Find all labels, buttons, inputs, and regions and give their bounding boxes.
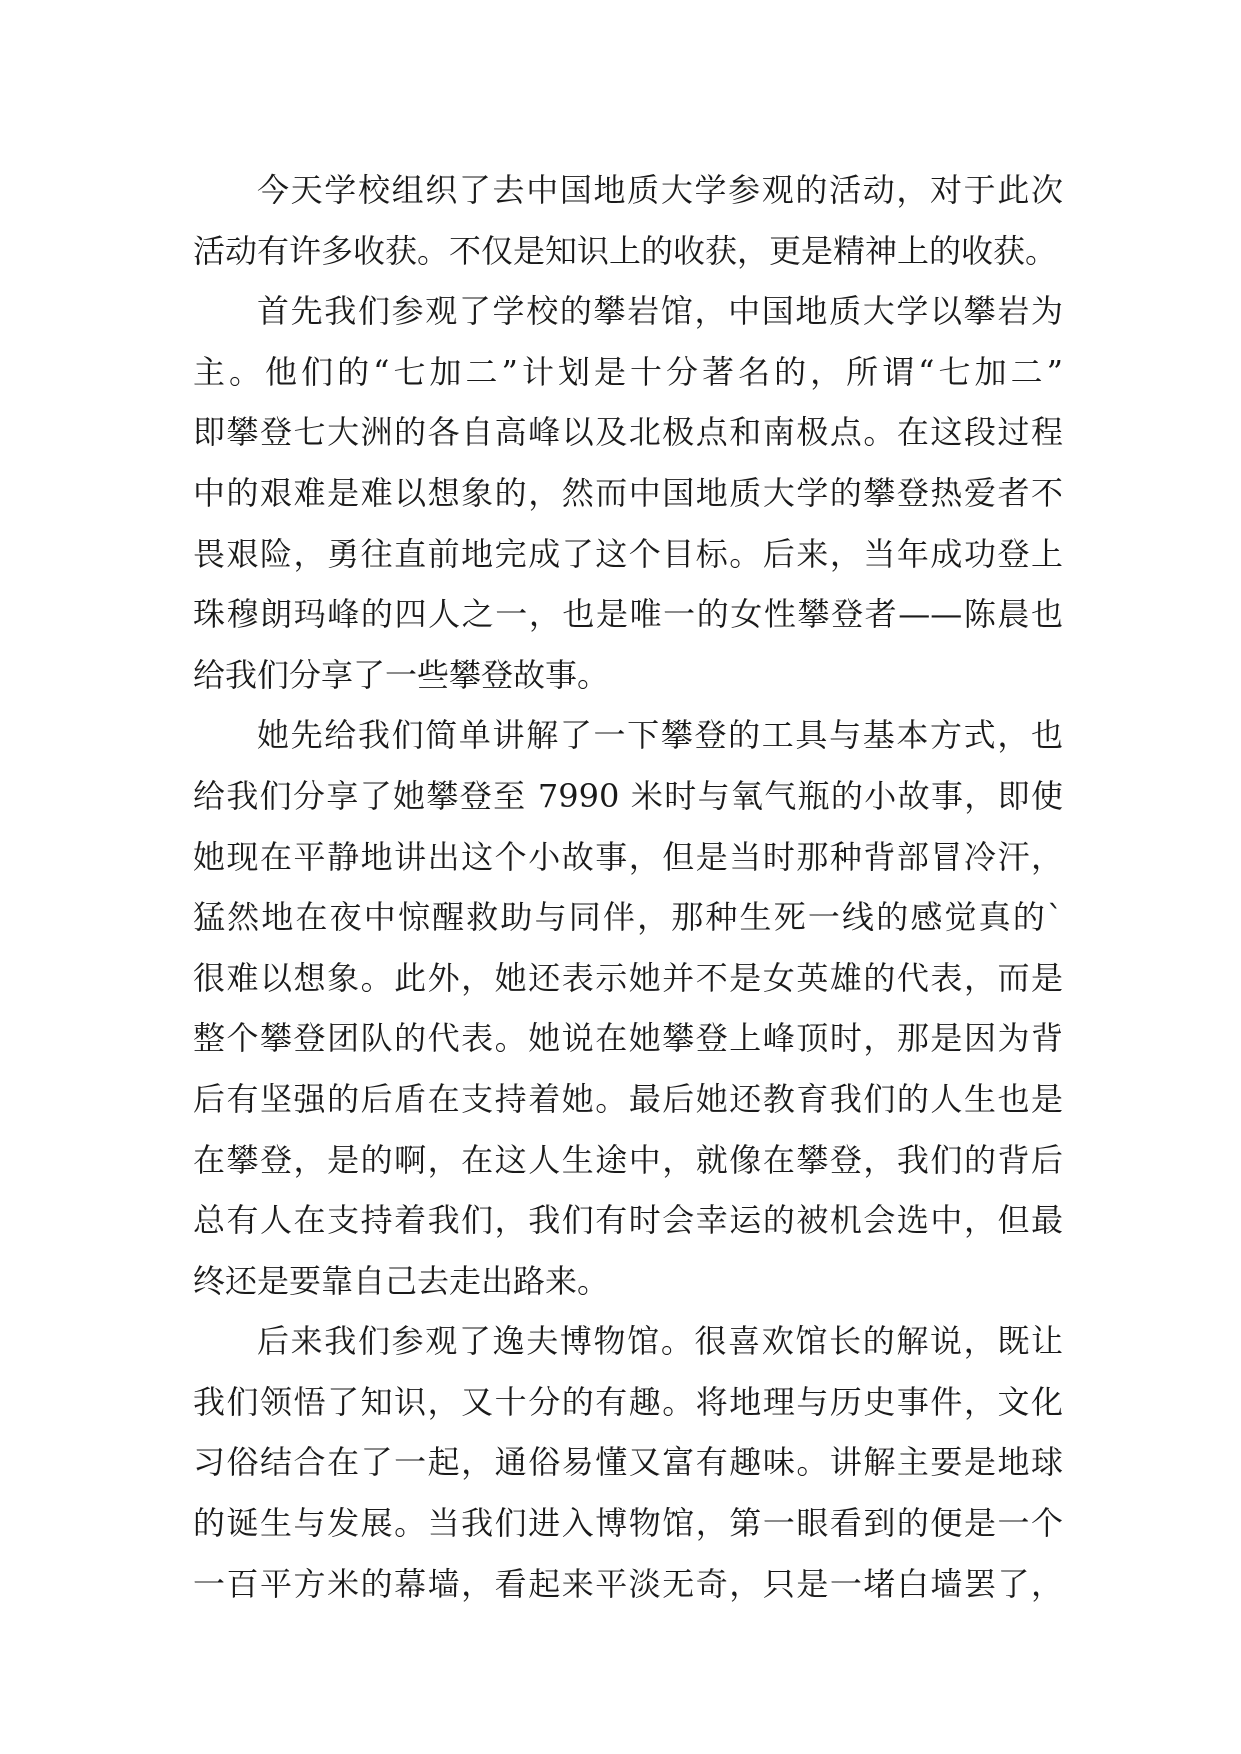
paragraph-4-line-1: 后来我们参观了逸夫博物馆。很喜欢馆长的解说，既让 (257, 1322, 1063, 1361)
paragraph-3-line-2: 给我们分享了她攀登至 7990 米时与氧气瓶的小故事，即使 (193, 776, 1063, 815)
paragraph-3-line-3: 她现在平静地讲出这个小故事，但是当时那种背部冒冷汗， (193, 837, 1063, 876)
paragraph-4-line-3: 习俗结合在了一起，通俗易懂又富有趣味。讲解主要是地球 (193, 1443, 1063, 1482)
paragraph-2-line-7: 给我们分享了一些攀登故事。 (193, 655, 610, 694)
paragraph-2-line-5: 畏艰险，勇往直前地完成了这个目标。后来，当年成功登上 (193, 534, 1063, 573)
paragraph-3-line-8: 在攀登，是的啊，在这人生途中，就像在攀登，我们的背后 (193, 1140, 1063, 1179)
paragraph-2-line-6: 珠穆朗玛峰的四人之一，也是唯一的女性攀登者——陈晨也 (193, 595, 1063, 634)
paragraph-3-line-5: 很难以想象。此外，她还表示她并不是女英雄的代表，而是 (193, 958, 1063, 997)
paragraph-3-line-4: 猛然地在夜中惊醒救助与同伴，那种生死一线的感觉真的` (193, 898, 1063, 937)
paragraph-3-line-9: 总有人在支持着我们，我们有时会幸运的被机会选中，但最 (193, 1201, 1063, 1240)
paragraph-4-line-5: 一百平方米的幕墙，看起来平淡无奇，只是一堵白墙罢了， (193, 1564, 1063, 1603)
paragraph-3-line-10: 终还是要靠自己去走出路来。 (193, 1261, 610, 1300)
paragraph-2-line-1: 首先我们参观了学校的攀岩馆，中国地质大学以攀岩为 (257, 292, 1063, 331)
paragraph-4-line-4: 的诞生与发展。当我们进入博物馆，第一眼看到的便是一个 (193, 1504, 1063, 1543)
paragraph-3-line-6: 整个攀登团队的代表。她说在她攀登上峰顶时，那是因为背 (193, 1019, 1063, 1058)
paragraph-3-line-1: 她先给我们简单讲解了一下攀登的工具与基本方式，也 (257, 716, 1063, 755)
paragraph-1-line-1: 今天学校组织了去中国地质大学参观的活动，对于此次 (257, 171, 1063, 209)
paragraph-1-line-2: 活动有许多收获。不仅是知识上的收获，更是精神上的收获。 (193, 231, 1058, 270)
paragraph-2-line-4: 中的艰难是难以想象的，然而中国地质大学的攀登热爱者不 (193, 473, 1063, 512)
paragraph-2-line-2: 主。他们的“七加二”计划是十分著名的，所谓“七加二” (193, 352, 1063, 391)
paragraph-2-line-3: 即攀登七大洲的各自高峰以及北极点和南极点。在这段过程 (193, 413, 1063, 452)
document-body (193, 160, 1063, 1614)
paragraph-3-line-7: 后有坚强的后盾在支持着她。最后她还教育我们的人生也是 (193, 1079, 1063, 1118)
paragraph-4-line-2: 我们领悟了知识，又十分的有趣。将地理与历史事件，文化 (193, 1382, 1063, 1421)
